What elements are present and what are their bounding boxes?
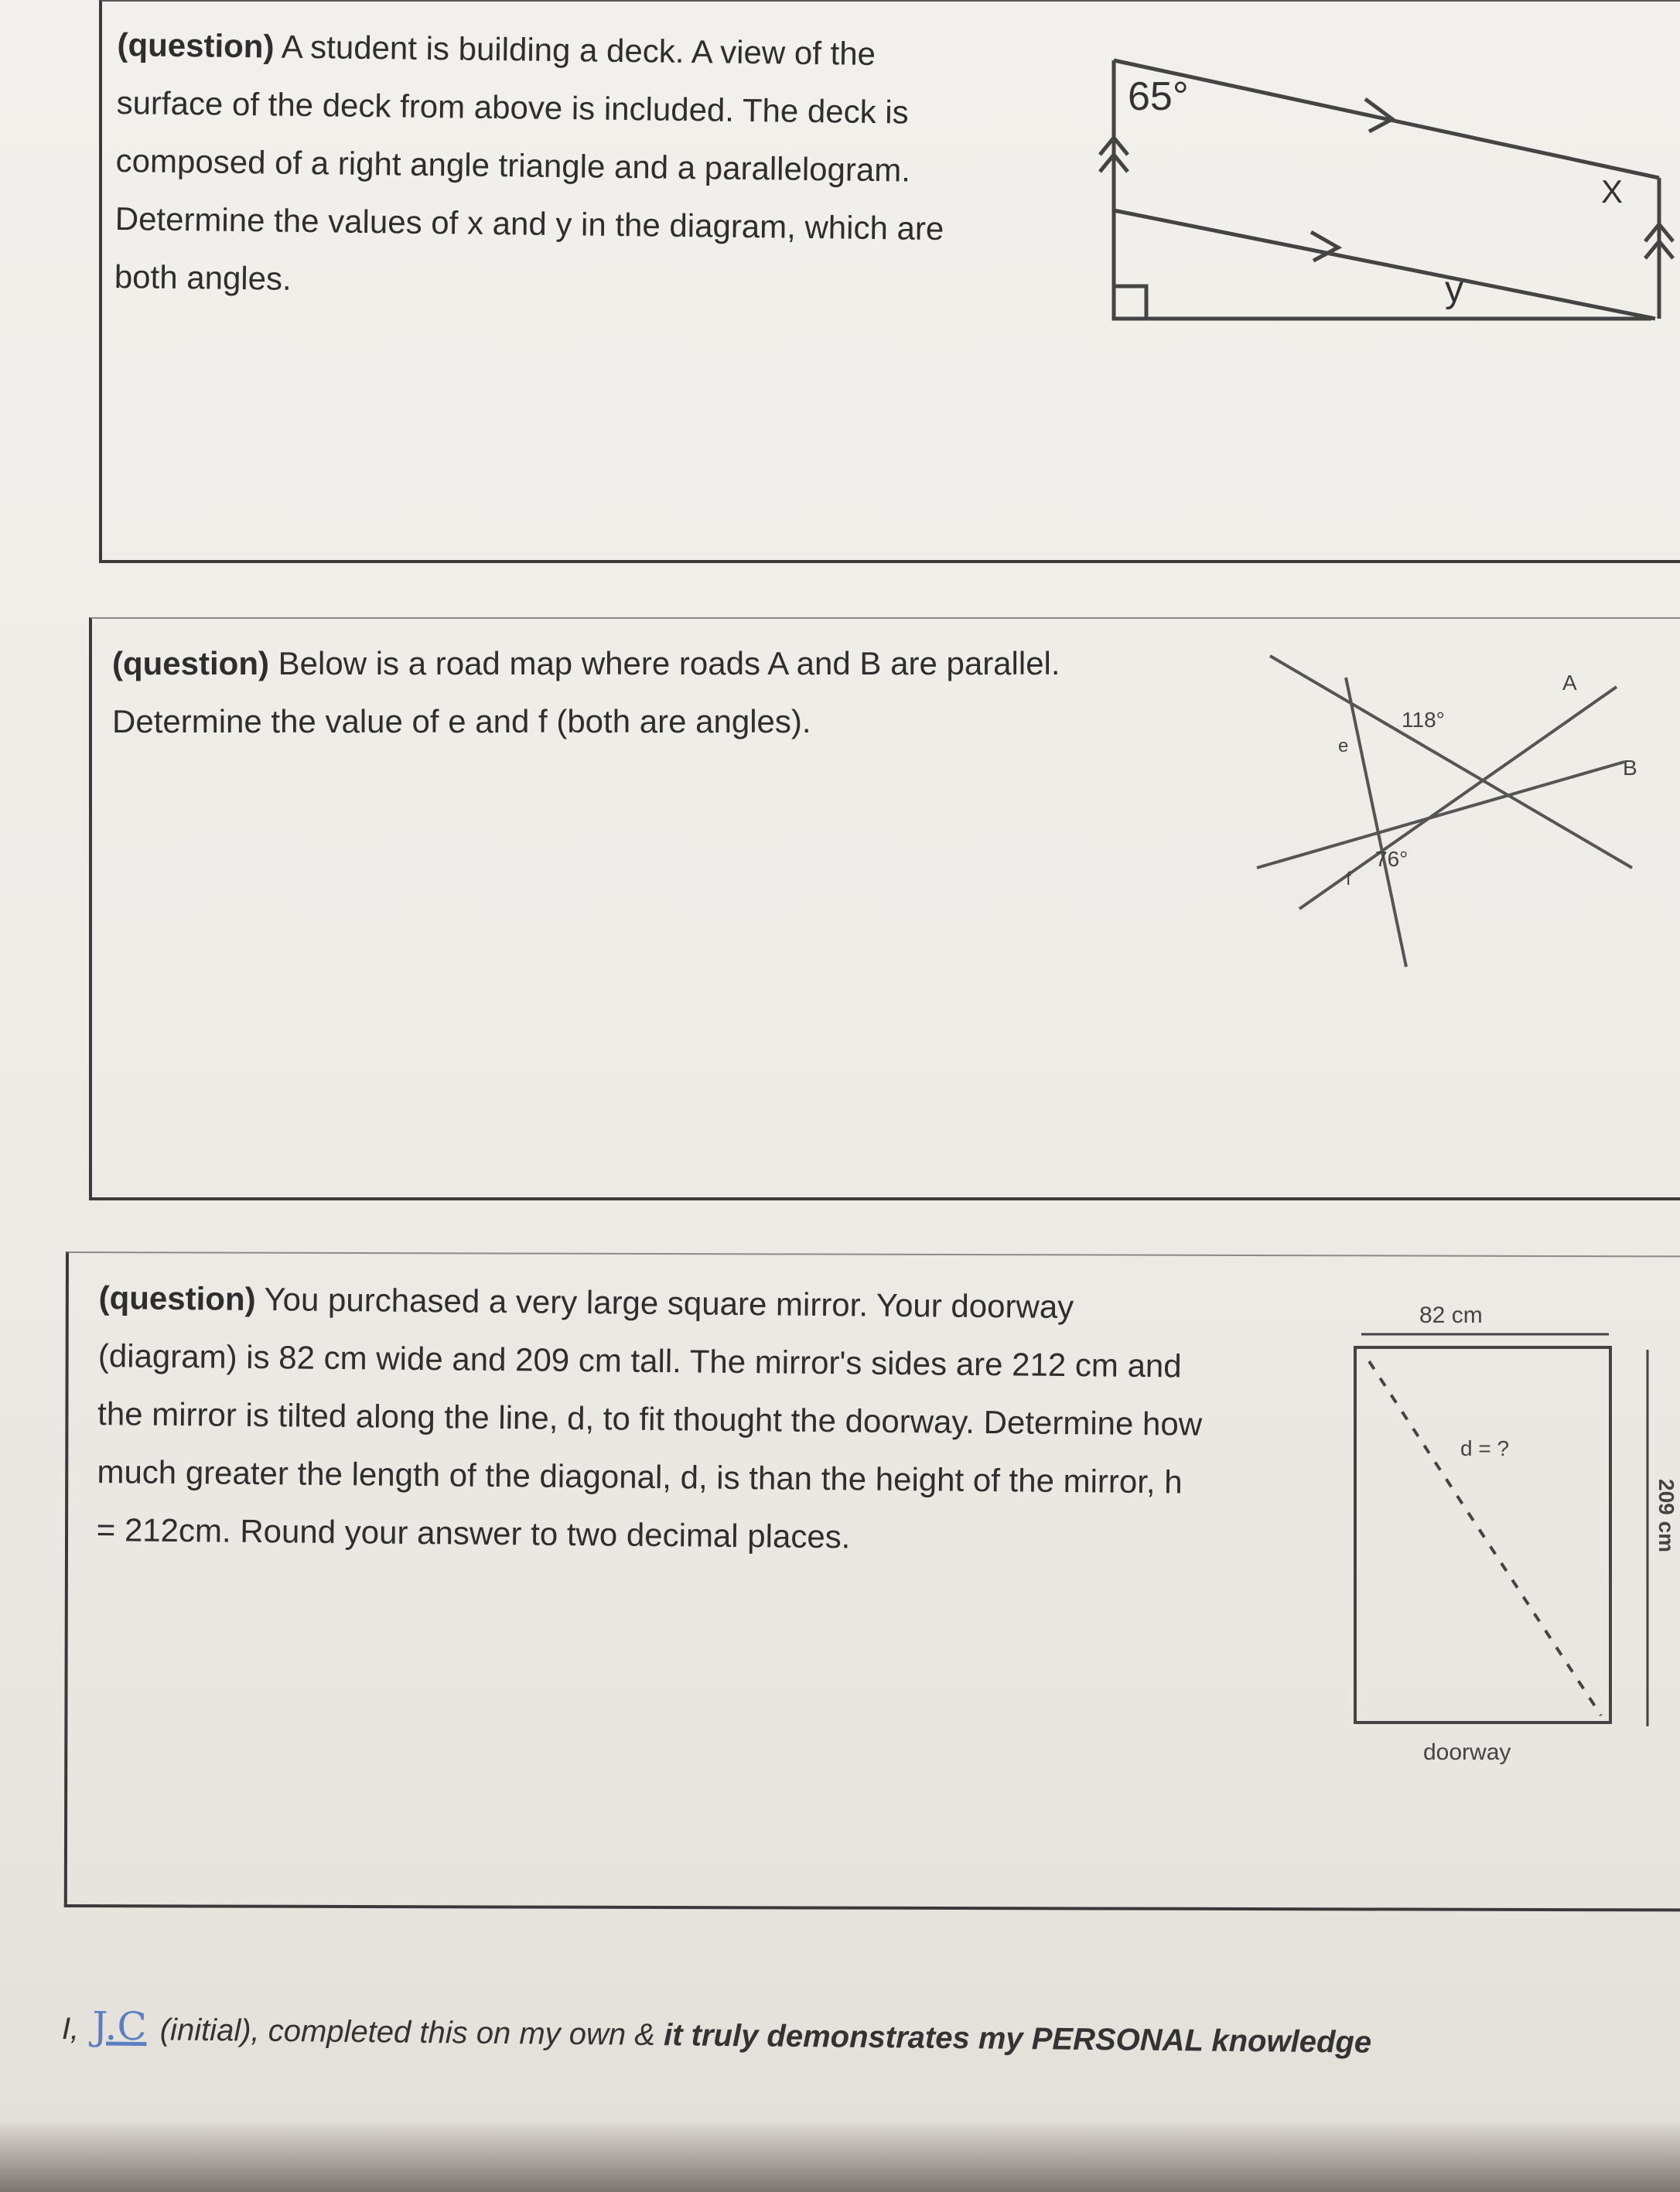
right-angle-marker: [1114, 286, 1146, 319]
height-label: 209 cm: [1654, 1479, 1678, 1552]
question-3-line-3: the mirror is tilted along the line, d, to fit thought the doorway. Determine how: [97, 1395, 1203, 1443]
road-map-diagram: [1238, 650, 1671, 982]
width-label: 82 cm: [1419, 1303, 1483, 1328]
deck-top-edge: [1114, 60, 1659, 178]
footer-text-b: it truly demonstrates my PERSONAL knowledge: [663, 2018, 1372, 2060]
deck-diagonal: [1114, 210, 1655, 319]
footer-prefix: I,: [61, 2012, 80, 2047]
question-1-line-1: (question) A student is building a deck. A view of the: [117, 26, 876, 72]
question-2-line-2: Determine the value of e and f (both are angles).: [112, 703, 811, 739]
question-2-text: [112, 634, 1060, 750]
angle-76-label: 76°: [1375, 847, 1409, 871]
question-2-line-1: (question) Below is a road map where roads A and B are parallel.: [112, 645, 1060, 681]
question-1-line-3: composed of a right angle triangle and a parallelogram.: [115, 142, 911, 189]
angle-65-label: 65°: [1128, 74, 1189, 119]
road-b-label: B: [1623, 756, 1637, 780]
angle-x-label: X: [1601, 173, 1624, 210]
question-3-line-2: (diagram) is 82 cm wide and 209 cm tall. The mirror's sides are 212 cm and: [97, 1337, 1182, 1385]
angle-f-label: f: [1346, 869, 1351, 889]
question-1-line-5: both angles.: [114, 258, 292, 297]
question-3-line-1: (question) You purchased a very large square mirror. Your doorway: [98, 1279, 1074, 1326]
doorway-caption: doorway: [1423, 1740, 1511, 1765]
diagonal-d-line: [1369, 1361, 1601, 1716]
footer-text-a: (initial), completed this on my own &: [159, 2013, 656, 2053]
road-a-label: A: [1562, 671, 1577, 695]
question-3-line-5: = 212cm. Round your answer to two decimal places.: [96, 1511, 851, 1555]
transversal-2-line: [1346, 678, 1409, 967]
angle-118-label: 118°: [1402, 708, 1445, 732]
initials-signature: J.C: [92, 2003, 147, 2050]
question-1-text: [114, 15, 946, 316]
page-bottom-shadow: [0, 2119, 1680, 2192]
question-1-line-4: Determine the values of x and y in the diagram, which are: [114, 200, 944, 248]
question-1-line-2: surface of the deck from above is included. The deck is: [116, 84, 909, 131]
d-label: d = ?: [1460, 1436, 1510, 1460]
doorway-diagram: [1346, 1292, 1678, 1787]
question-3-text: [96, 1268, 1204, 1569]
angle-e-label: e: [1338, 736, 1349, 756]
transversal-1-line: [1270, 656, 1632, 868]
deck-diagram: [1067, 39, 1678, 333]
angle-y-label: y: [1445, 269, 1463, 310]
road-b-line: [1257, 762, 1624, 868]
question-3-line-4: much greater the length of the diagonal, d, is than the height of the mirror, h: [97, 1453, 1183, 1501]
